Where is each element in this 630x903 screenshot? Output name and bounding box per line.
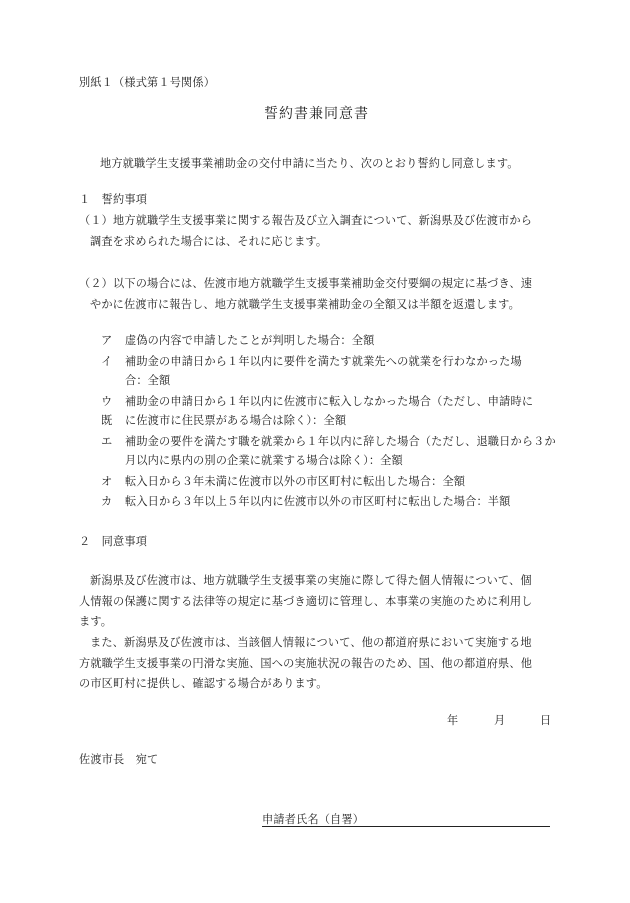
signature-label: 申請者氏名（自署） [262,813,365,826]
item2-line2: やかに佐渡市に報告し、地方就職学生支援事業補助金の全額又は半額を返還します。 [90,298,520,311]
date-month: 月 [494,714,506,727]
sub-u-line2: に佐渡市に住民票がある場合は除く）：全額 [125,414,347,427]
sub-u-label: ウ [101,395,113,408]
consent-p2-line2: 方就職学生支援事業の円滑な実施、国への実施状況の報告のため、国、他の都道府県、他 [79,657,533,670]
date-year: 年 [447,714,459,727]
sub-o-text: 転入日から３年未満に佐渡市以外の市区町村に転出した場合：全額 [125,475,466,488]
consent-p2-line1: また、新潟県及び佐渡市は、当該個人情報について、他の都道府県において実施する地 [90,636,532,649]
addressee: 佐渡市長 宛て [79,753,159,766]
sub-a-text: 虚偽の内容で申請したことが判明した場合：全額 [125,334,375,347]
consent-p2-line3: の市区町村に提供し、確認する場合があります。 [79,677,328,690]
consent-p1-line1: 新潟県及び佐渡市は、地方就職学生支援事業の実施に際して得た個人情報について、個 [90,574,532,587]
signature-line[interactable] [262,826,550,827]
sub-u-lead2: 既 [101,414,113,427]
consent-p1-line2: 人情報の保護に関する法律等の規定に基づき適切に管理し、本事業の実施のために利用し [79,595,533,608]
sub-i-line2: 合：全額 [125,374,171,387]
section1-heading: １ 誓約事項 [79,193,148,206]
sub-u-line1: 補助金の申請日から１年以内に佐渡市に転入しなかった場合（ただし、申請時に [125,395,534,408]
sub-i-label: イ [101,355,113,368]
section2-heading: ２ 同意事項 [79,535,148,548]
sub-a-label: ア [101,334,113,347]
sub-e-line2: 月以内に県内の別の企業に就業する場合は除く）：全額 [125,454,403,467]
sub-e-label: エ [101,435,113,448]
sub-ka-text: 転入日から３年以上５年以内に佐渡市以外の市区町村に転出した場合：半額 [125,495,511,508]
form-reference: 別紙１（様式第１号関係） [79,76,216,89]
intro-text: 地方就職学生支援事業補助金の交付申請に当たり、次のとおり誓約し同意します。 [100,157,519,170]
consent-p1-line3: ます。 [79,615,113,628]
sub-ka-label: カ [101,495,113,508]
date-day: 日 [540,714,552,727]
item2-line1: （２）以下の場合には、佐渡市地方就職学生支援事業補助金交付要綱の規定に基づき、速 [79,277,533,290]
sub-e-line1: 補助金の要件を満たす職を就業から１年以内に辞した場合（ただし、退職日から３か [125,435,556,448]
item1-line2: 調査を求められた場合には、それに応じます。 [90,235,328,248]
item1-line1: （１）地方就職学生支援事業に関する報告及び立入調査について、新潟県及び佐渡市から [79,214,533,227]
sub-o-label: オ [101,475,113,488]
document-title: 誓約書兼同意書 [264,106,369,122]
sub-i-line1: 補助金の申請日から１年以内に要件を満たす就業先への就業を行わなかった場 [125,355,522,368]
